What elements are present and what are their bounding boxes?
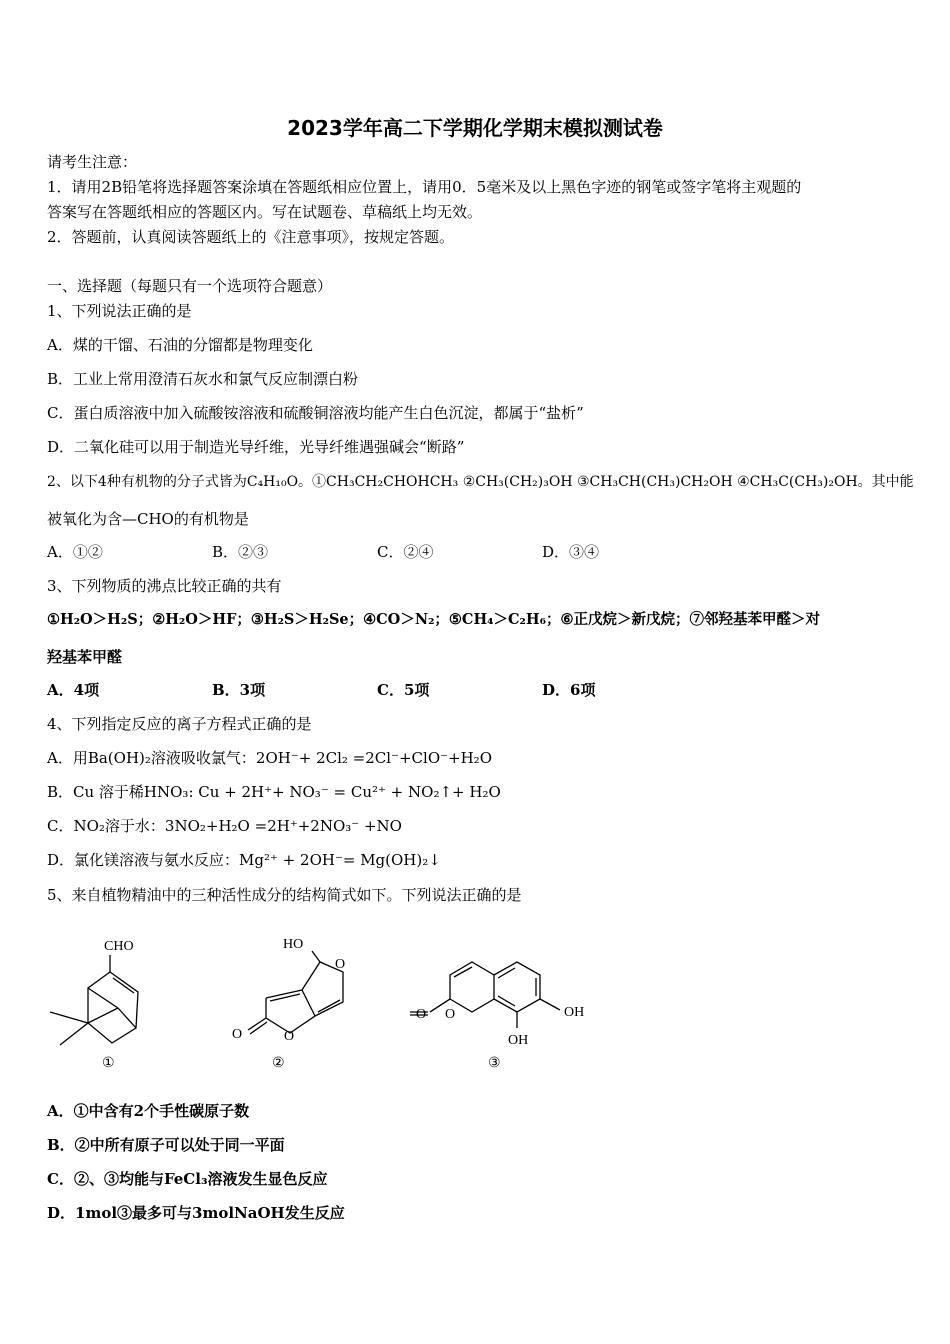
notice-line-2: 2．答题前，认真阅读答题纸上的《注意事项》，按规定答题。 [47, 228, 455, 246]
q4-option-a: A．用Ba(OH)₂溶液吸收氯气：2OH⁻+ 2Cl₂ =2Cl⁻+ClO⁻+H₂O [47, 749, 492, 767]
q2-stem-a: 2、以下4种有机物的分子式皆为C₄H₁₀O。①CH₃CH₂CHOHCH₃ ②CH₃(CH₂)₃OH ③CH₃CH(CH₃)CH₂OH ④CH₃C(CH₃)₂OH。其中能 [47, 474, 914, 490]
q4-option-b: B．Cu 溶于稀HNO₃: Cu + 2H⁺+ NO₃⁻ = Cu²⁺ + NO₂↑+ H₂O [47, 783, 501, 801]
section-heading: 一、选择题（每题只有一个选项符合题意） [47, 277, 333, 295]
q1-option-a: A．煤的干馏、石油的分馏都是物理变化 [47, 336, 313, 354]
q4-option-c: C．NO₂溶于水：3NO₂+H₂O =2H⁺+2NO₃⁻ +NO [47, 817, 402, 835]
q3-items-b: 羟基苯甲醛 [47, 648, 123, 666]
q1-stem: 1、下列说法正确的是 [47, 302, 192, 320]
q3-option-b: B．3项 [212, 681, 266, 699]
s1-cho-label: CHO [104, 939, 134, 954]
q5-option-d: D．1mol③最多可与3molNaOH发生反应 [47, 1204, 345, 1222]
s1-number-label: ① [102, 1056, 115, 1071]
s2-furan-o-label: O [284, 1029, 295, 1044]
q5-option-b: B．②中所有原子可以处于同一平面 [47, 1136, 285, 1154]
q5-option-a: A．①中含有2个手性碳原子数 [47, 1102, 250, 1120]
s2-carbonyl-o-label: O [232, 1027, 243, 1042]
notice-line-1: 1．请用2B铅笔将选择题答案涂填在答题纸相应位置上，请用0．5毫米及以上黑色字迹的钢笔或签字笔将主观题的 [47, 178, 802, 196]
q4-stem: 4、下列指定反应的离子方程式正确的是 [47, 715, 312, 733]
q3-items-a: ①H₂O＞H₂S；②H₂O＞HF；③H₂S＞H₂Se；④CO＞N₂；⑤CH₄＞C₂H₆；⑥正戊烷＞新戊烷；⑦邻羟基苯甲醛＞对 [47, 611, 820, 628]
s3-oh-7-label: OH [564, 1005, 585, 1020]
notice-heading: 请考生注意： [47, 153, 138, 171]
q1-option-b: B．工业上常用澄清石灰水和氯气反应制漂白粉 [47, 370, 359, 388]
q5-stem: 5、来自植物精油中的三种活性成分的结构简式如下。下列说法正确的是 [47, 886, 522, 904]
q3-option-d: D．6项 [542, 681, 596, 699]
q2-option-d: D．③④ [542, 543, 600, 561]
q2-option-c: C．②④ [377, 543, 434, 561]
s2-number-label: ② [272, 1056, 285, 1071]
q1-option-d: D．二氧化硅可以用于制造光导纤维，光导纤维遇强碱会“断路” [47, 438, 465, 456]
notice-line-1b: 答案写在答题纸相应的答题区内。写在试题卷、草稿纸上均无效。 [47, 203, 483, 221]
chemical-structures-figure [0, 920, 950, 1080]
s2-ring-o-label: O [335, 957, 346, 972]
q3-stem: 3、下列物质的沸点比较正确的共有 [47, 577, 282, 595]
page-title: 2023学年高二下学期化学期末模拟测试卷 [287, 116, 663, 140]
q2-option-b: B．②③ [212, 543, 269, 561]
s3-oh-8-label: OH [508, 1033, 529, 1048]
s2-ho-label: HO [283, 937, 304, 952]
q3-option-a: A．4项 [47, 681, 100, 699]
q2-stem-b: 被氧化为含—CHO的有机物是 [47, 510, 249, 528]
q4-option-d: D．氯化镁溶液与氨水反应：Mg²⁺ + 2OH⁻= Mg(OH)₂↓ [47, 851, 441, 869]
q1-option-c: C．蛋白质溶液中加入硫酸铵溶液和硫酸铜溶液均能产生白色沉淀，都属于“盐析” [47, 404, 584, 422]
s3-ring-o-label: O [445, 1007, 456, 1022]
q3-option-c: C．5项 [377, 681, 430, 699]
s3-number-label: ③ [488, 1056, 501, 1071]
s3-carbonyl-o-label: O [416, 1007, 427, 1022]
q5-option-c: C．②、③均能与FeCl₃溶液发生显色反应 [47, 1170, 328, 1188]
q2-option-a: A．①② [47, 543, 103, 561]
